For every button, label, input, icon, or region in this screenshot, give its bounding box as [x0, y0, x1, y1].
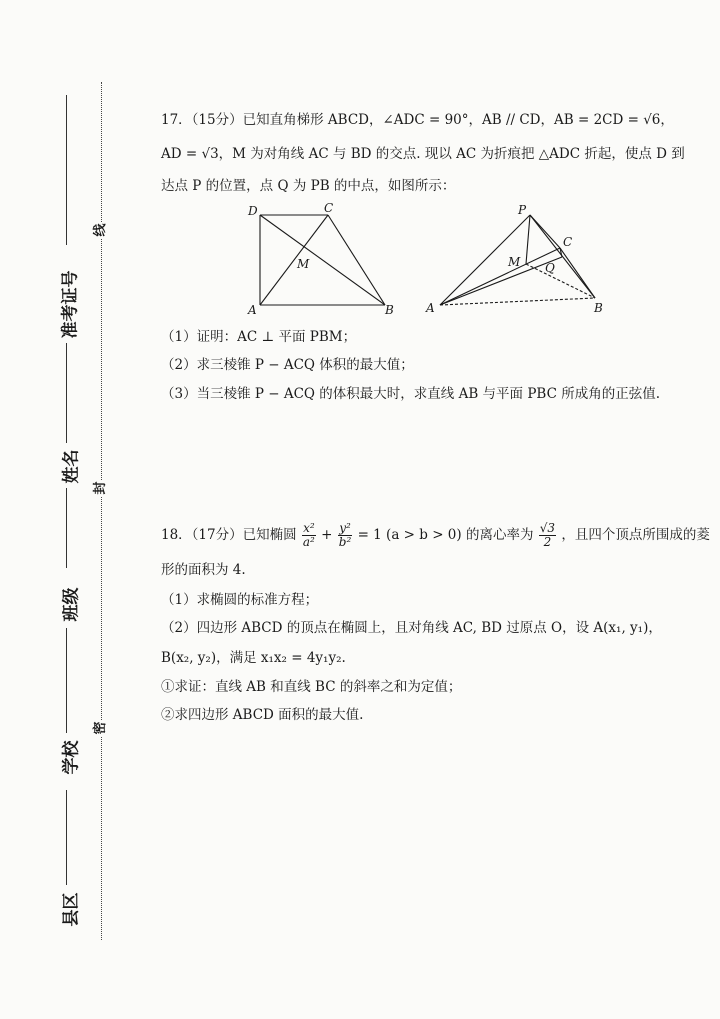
ellipse-y-term: $\frac{\text{y²}}{\text{b²}}$ [338, 521, 352, 549]
q17-figure-trapezoid [240, 200, 400, 320]
field-line-school [66, 628, 67, 733]
label-B: B [594, 301, 603, 315]
edge-CB [560, 248, 595, 298]
label-Q: Q [545, 261, 555, 275]
label-A: A [426, 301, 435, 315]
q17-sub-3: （3）当三棱锥 P − ACQ 的体积最大时，求直线 AB 与平面 PBC 所成角的正弦值. [161, 386, 661, 402]
seal-char-feng: 封 [93, 481, 108, 495]
label-P: P [518, 203, 527, 217]
field-line-class [66, 488, 67, 568]
q17-line-2: AD = √3，M 为对角线 AC 与 BD 的交点. 现以 AC 为折痕把 △ADC 折起，使点 D 到 [161, 146, 685, 162]
field-label-school: 学校 [61, 740, 82, 775]
label-M: M [297, 257, 310, 271]
ellipse-eq-tail: = 1 (a > b > 0) 的离心率为 [357, 527, 534, 543]
field-label-class: 班级 [61, 587, 82, 622]
q18-line1-tail: ，且四个顶点所围成的菱 [561, 527, 710, 543]
field-label-name: 姓名 [61, 449, 82, 484]
seal-char-mi: 密 [93, 721, 108, 735]
q18-part-1: ①求证：直线 AB 和直线 BC 的斜率之和为定值； [161, 679, 462, 695]
q17-sub-1: （1）证明：AC ⊥ 平面 PBM； [161, 329, 357, 345]
edge-MB-hidden [526, 264, 595, 298]
diagonal-AC [260, 215, 328, 305]
field-label-district: 县区 [61, 892, 82, 927]
label-C: C [563, 235, 573, 249]
q18-sub-1: （1）求椭圆的标准方程； [161, 592, 319, 608]
label-B: B [385, 303, 394, 317]
ellipse-x-term: $\frac{\text{x²}}{\text{a²}}$ [302, 521, 315, 549]
label-M: M [508, 255, 521, 269]
q18-line-1 [161, 520, 710, 550]
edge-AC [440, 248, 560, 305]
eccentricity-value: $\frac{√3}{2}$ [539, 521, 556, 549]
field-line-district [66, 790, 67, 885]
edge-PB [530, 215, 595, 298]
q18-part-2: ②求四边形 ABCD 面积的最大值. [161, 707, 364, 723]
ellipse-plus: + [321, 527, 333, 543]
diagonal-DB [260, 215, 385, 305]
q17-sub-2: （2）求三棱锥 P − ACQ 体积的最大值； [161, 357, 414, 373]
q18-sub-2: （2）四边形 ABCD 的顶点在椭圆上，且对角线 AC, BD 过原点 O，设 A(x₁, y₁)， [161, 620, 662, 636]
q17-line-3: 达点 P 的位置，点 Q 为 PB 的中点，如图所示： [161, 178, 456, 194]
edge-CB [328, 215, 385, 305]
q17-figure-pyramid [420, 200, 610, 320]
field-line-name [66, 343, 67, 443]
q17-line-1: 17．（15分）已知直角梯形 ABCD，∠ADC = 90°，AB // CD，AB = 2CD = √6， [161, 112, 674, 128]
label-A: A [248, 303, 257, 317]
edge-PM [526, 215, 530, 264]
field-label-exam-id: 准考证号 [60, 270, 81, 339]
field-line-exam-id [66, 95, 67, 245]
q18-intro: 18．（17分）已知椭圆 [161, 527, 297, 543]
q18-sub-2b: B(x₂, y₂)，满足 x₁x₂ = 4y₁y₂. [161, 650, 346, 666]
edge-AB-hidden [440, 298, 595, 305]
label-C: C [324, 201, 334, 215]
edge-PC [530, 215, 560, 248]
label-D: D [248, 204, 258, 218]
edge-AQ [440, 257, 562, 305]
binding-dotted-line [101, 82, 102, 940]
seal-char-xian: 线 [93, 223, 108, 237]
q18-line-2: 形的面积为 4. [161, 562, 246, 578]
